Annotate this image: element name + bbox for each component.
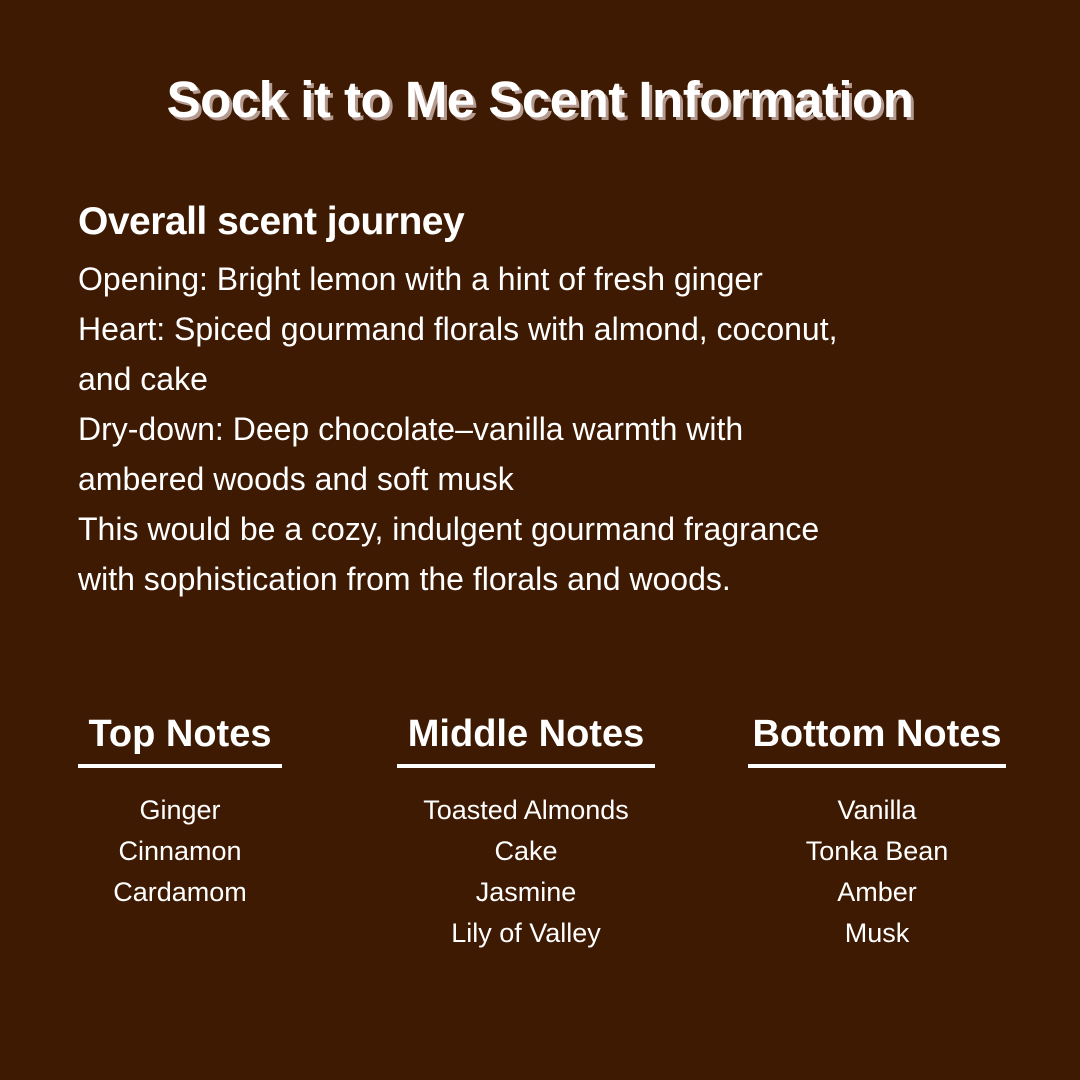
journey-line: with sophistication from the florals and woods.	[78, 561, 731, 597]
top-notes-column	[78, 708, 282, 913]
middle-notes-heading: Middle Notes	[407, 713, 645, 755]
notes-section	[0, 708, 1080, 1008]
note-item: Cake	[494, 836, 558, 866]
note-item: Cardamom	[113, 877, 247, 907]
note-item: Amber	[837, 877, 917, 907]
note-item: Cinnamon	[118, 836, 242, 866]
journey-line: Dry-down: Deep chocolate–vanilla warmth with	[78, 411, 744, 447]
page-title: Sock it to Me Scent Information	[166, 71, 914, 128]
journey-line: and cake	[78, 361, 208, 397]
top-notes-heading: Top Notes	[88, 713, 272, 755]
note-item: Lily of Valley	[451, 918, 601, 948]
scent-journey-section	[78, 196, 1018, 604]
note-item: Jasmine	[475, 877, 577, 907]
top-notes-underline	[78, 764, 282, 768]
middle-notes-column	[397, 708, 655, 954]
top-notes-list	[78, 790, 282, 913]
middle-notes-underline	[397, 764, 655, 768]
note-item: Vanilla	[837, 795, 917, 825]
journey-line: ambered woods and soft musk	[78, 461, 514, 497]
bottom-notes-list	[748, 790, 1006, 954]
middle-notes-list	[397, 790, 655, 954]
bottom-notes-underline	[748, 764, 1006, 768]
journey-line: Opening: Bright lemon with a hint of fresh ginger	[78, 261, 763, 297]
note-item: Toasted Almonds	[423, 795, 629, 825]
journey-line: Heart: Spiced gourmand florals with almond, coconut,	[78, 311, 838, 347]
scent-journey-heading: Overall scent journey	[78, 200, 465, 243]
journey-line: This would be a cozy, indulgent gourmand fragrance	[78, 511, 820, 547]
note-item: Musk	[844, 918, 910, 948]
note-item: Tonka Bean	[805, 836, 949, 866]
bottom-notes-heading: Bottom Notes	[752, 713, 1002, 755]
bottom-notes-column	[748, 708, 1006, 954]
note-item: Ginger	[139, 795, 221, 825]
